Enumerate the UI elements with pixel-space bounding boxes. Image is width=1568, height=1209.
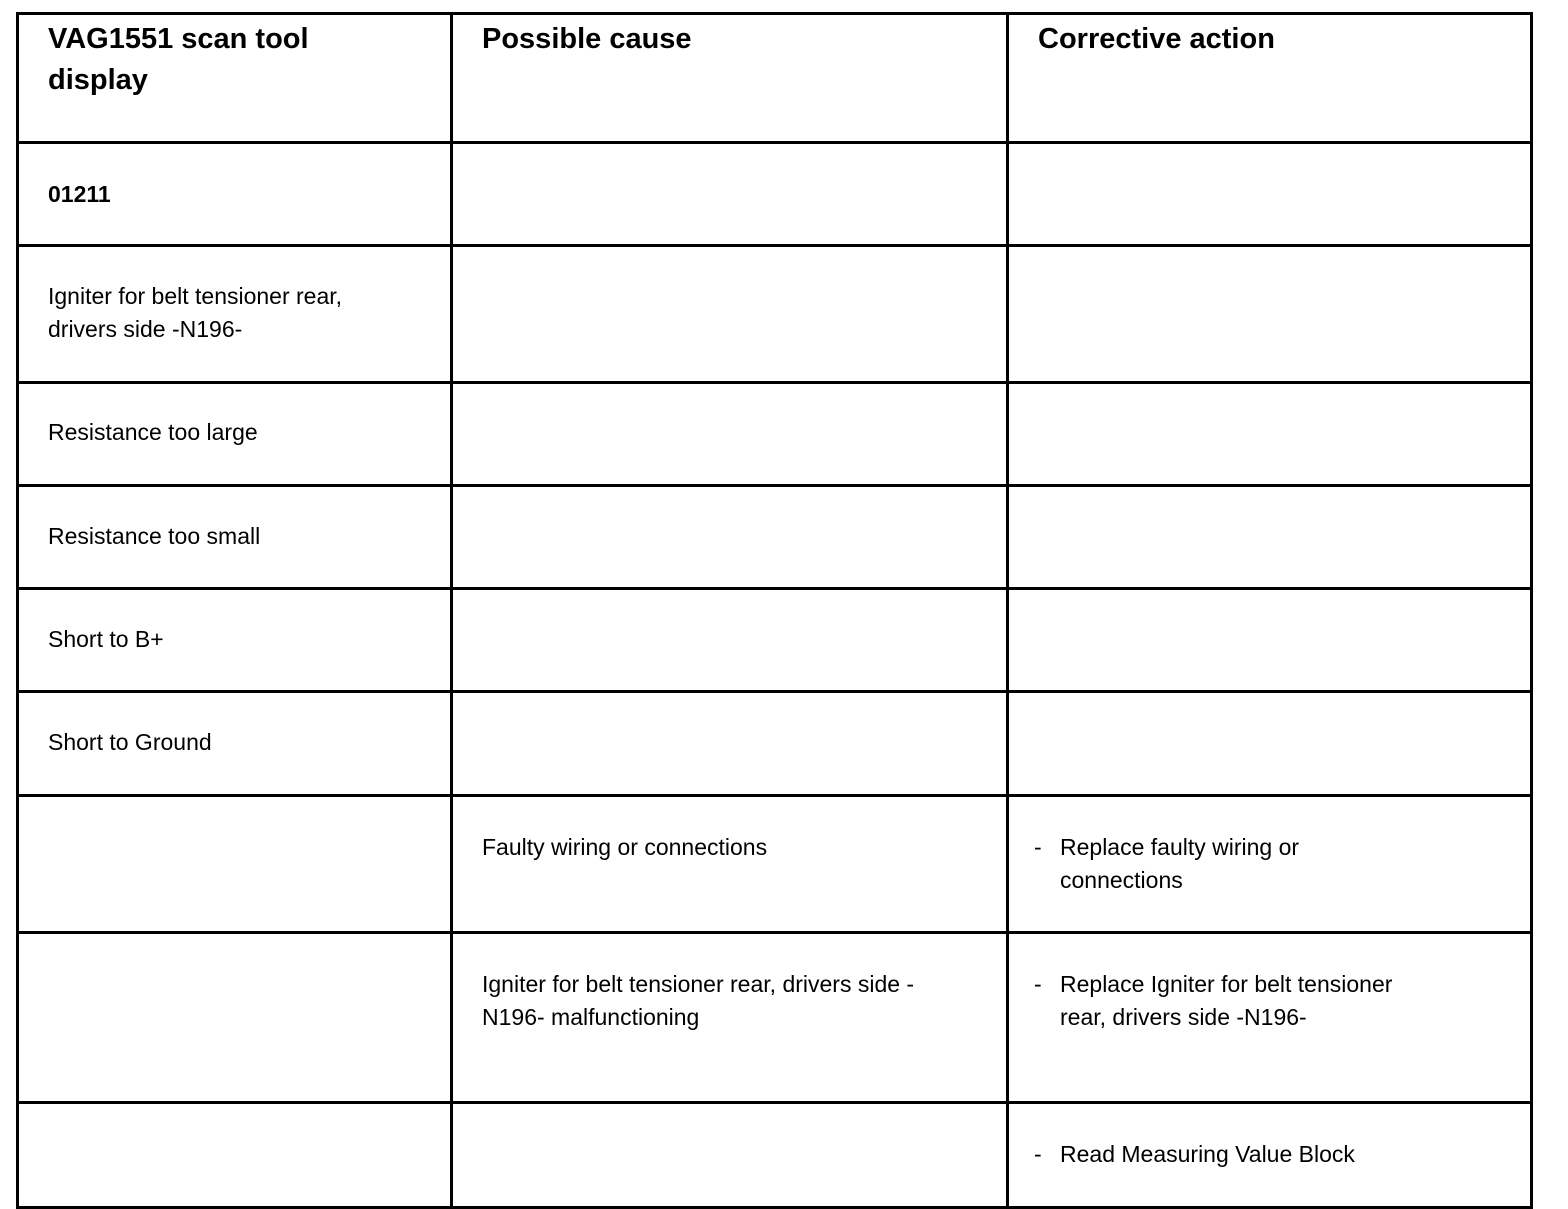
display-text: Short to B+ xyxy=(48,626,164,652)
cell-display xyxy=(18,796,452,933)
cell-cause xyxy=(452,246,1008,383)
cell-action xyxy=(1008,589,1532,692)
table-row xyxy=(18,796,1532,933)
cell-display xyxy=(18,1103,452,1208)
cell-cause xyxy=(452,589,1008,692)
cell-action xyxy=(1008,486,1532,589)
cell-action xyxy=(1008,383,1532,486)
table-row xyxy=(18,383,1532,486)
cell-action xyxy=(1008,1103,1532,1208)
diagnostic-table xyxy=(16,12,1533,1209)
cell-display xyxy=(18,933,452,1103)
cell-cause xyxy=(452,143,1008,246)
cell-display xyxy=(18,383,452,486)
cell-display xyxy=(18,486,452,589)
bullet-dash: - xyxy=(1034,971,1042,997)
display-text: Resistance too small xyxy=(48,523,261,549)
table-row xyxy=(18,1103,1532,1208)
table-row xyxy=(18,246,1532,383)
table-row xyxy=(18,143,1532,246)
action-text: Replace faulty wiring or connections xyxy=(1060,834,1300,893)
cell-cause xyxy=(452,1103,1008,1208)
action-text: Read Measuring Value Block xyxy=(1060,1141,1355,1167)
header-text: VAG1551 scan tool display xyxy=(48,23,309,96)
display-text: 01211 xyxy=(48,181,111,207)
cell-cause xyxy=(452,383,1008,486)
cell-display xyxy=(18,589,452,692)
cause-text: Igniter for belt tensioner rear, drivers side -N196- malfunctioning xyxy=(482,971,915,1030)
cell-action xyxy=(1008,143,1532,246)
cell-display xyxy=(18,246,452,383)
bullet-dash: - xyxy=(1034,1141,1042,1167)
table-row xyxy=(18,692,1532,796)
header-display xyxy=(18,14,452,143)
header-cause: Possible cause xyxy=(452,14,1008,143)
cause-text: Faulty wiring or connections xyxy=(482,834,768,860)
cell-cause xyxy=(452,486,1008,589)
cell-display xyxy=(18,143,452,246)
header-action: Corrective action xyxy=(1008,14,1532,143)
cell-cause xyxy=(452,692,1008,796)
cell-action xyxy=(1008,246,1532,383)
display-text: Short to Ground xyxy=(48,729,212,755)
table-row xyxy=(18,933,1532,1103)
cell-action xyxy=(1008,796,1532,933)
cell-display xyxy=(18,692,452,796)
cell-action xyxy=(1008,933,1532,1103)
bullet-dash: - xyxy=(1034,834,1042,860)
header-row xyxy=(18,14,1532,143)
cell-cause xyxy=(452,933,1008,1103)
cell-action xyxy=(1008,692,1532,796)
action-text: Replace Igniter for belt tensioner rear, drivers side -N196- xyxy=(1060,971,1393,1030)
table-row xyxy=(18,486,1532,589)
display-text: Resistance too large xyxy=(48,419,258,445)
cell-cause xyxy=(452,796,1008,933)
table-row xyxy=(18,589,1532,692)
display-text: Igniter for belt tensioner rear, drivers side -N196- xyxy=(48,283,343,342)
